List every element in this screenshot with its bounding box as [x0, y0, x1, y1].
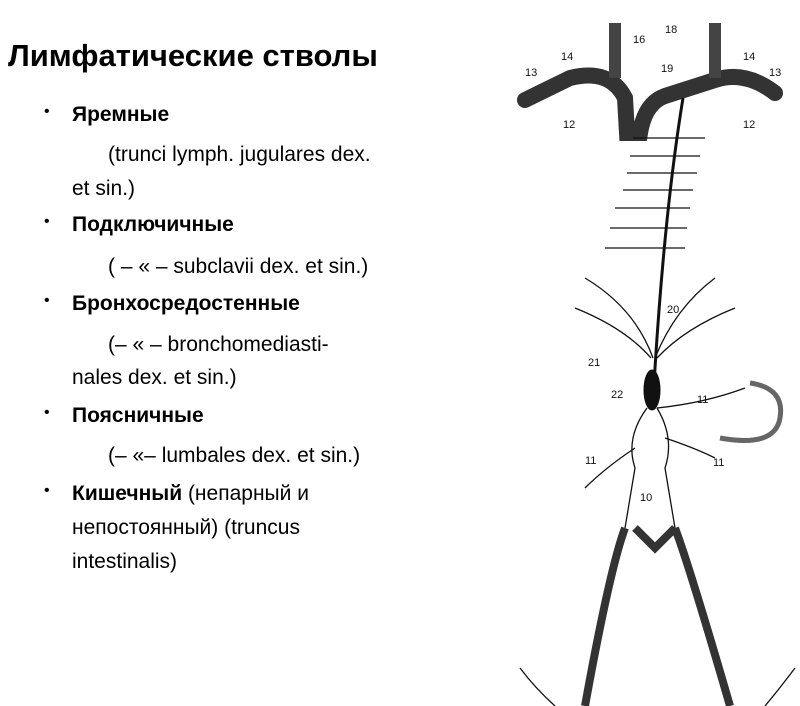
label-14: 14	[561, 51, 574, 63]
bullet-icon: •	[44, 292, 50, 309]
bullet-subclavian-latin: ( – « – subclavii dex. et sin.)	[108, 255, 369, 278]
bullet-lumbar: Поясничные	[72, 404, 204, 427]
bullet-jugular-latin: (trunci lymph. jugulares dex.	[108, 143, 371, 166]
label-13: 13	[769, 67, 782, 79]
iliac-vessels	[585, 528, 730, 706]
thoracic-duct	[653, 98, 683, 408]
label-12: 12	[563, 119, 576, 131]
bullet-intestinal-latin-2: intestinalis)	[72, 550, 178, 573]
intercostal-branches	[575, 138, 781, 528]
bullet-icon: •	[44, 103, 50, 120]
label-11: 11	[697, 394, 709, 406]
cisterna-chyli	[644, 370, 660, 410]
label-18: 18	[665, 24, 678, 36]
label-10: 10	[640, 492, 653, 504]
lymphatic-trunks-diagram	[515, 8, 800, 706]
label-11: 11	[713, 457, 725, 469]
slide-title: Лимфатические стволы	[8, 38, 378, 73]
bullet-icon: •	[44, 482, 50, 499]
outline	[520, 668, 795, 706]
bullet-bronchomediastinal-latin: (– « – bronchomediasti-	[108, 333, 329, 356]
label-12: 12	[743, 119, 756, 131]
bullet-intestinal-latin: непостоянный) (truncus	[72, 516, 300, 539]
bullet-intestinal	[72, 482, 309, 506]
bullet-icon: •	[44, 404, 50, 421]
label-14: 14	[743, 51, 756, 63]
label-20: 20	[667, 304, 680, 316]
label-16: 16	[633, 34, 646, 46]
bullet-subclavian: Подключичные	[72, 213, 234, 236]
bullet-bronchomediastinal: Бронхосредостенные	[72, 292, 300, 315]
label-11: 11	[585, 455, 597, 467]
label-19: 19	[661, 63, 674, 75]
bullet-icon: •	[44, 213, 50, 230]
label-21: 21	[588, 357, 601, 369]
bullet-lumbar-latin: (– «– lumbales dex. et sin.)	[108, 444, 361, 467]
label-13: 13	[525, 67, 538, 79]
bullet-intestinal-suffix: (непарный и	[182, 482, 309, 505]
bullet-intestinal-name: Кишечный	[72, 482, 183, 505]
bullet-jugular-latin-2: et sin.)	[72, 177, 136, 200]
bullet-bronchomediastinal-latin-2: nales dex. et sin.)	[72, 366, 237, 389]
label-22: 22	[611, 389, 624, 401]
bullet-jugular: Яремные	[72, 103, 170, 126]
